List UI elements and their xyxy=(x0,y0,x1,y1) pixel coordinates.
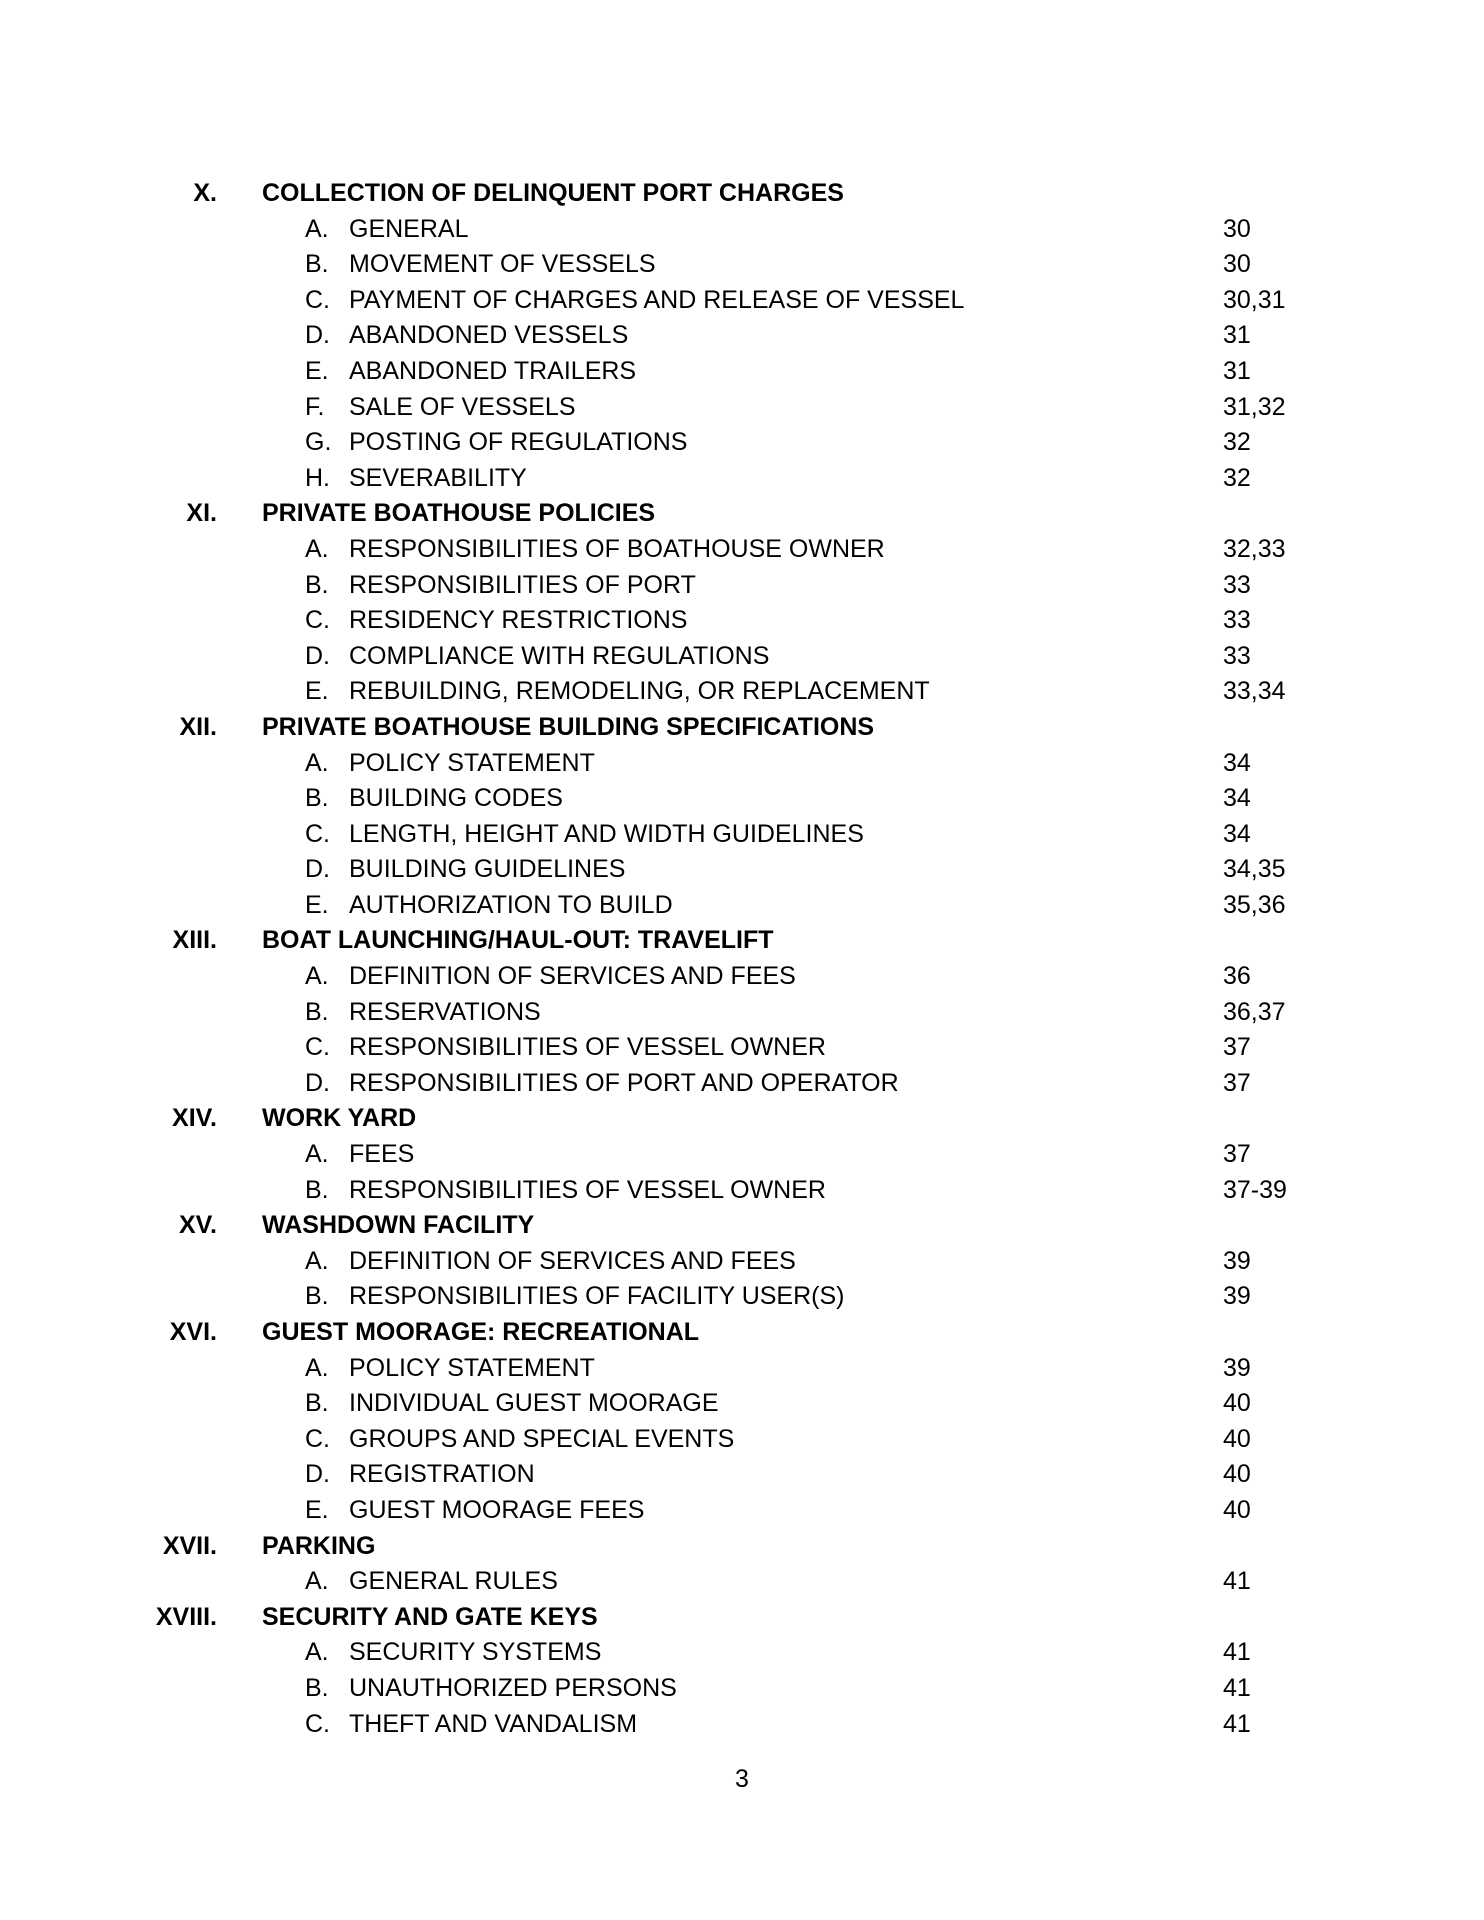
entry-page-number: 32,33 xyxy=(1223,534,1286,563)
section-title: PRIVATE BOATHOUSE BUILDING SPECIFICATIONS xyxy=(262,712,875,741)
entry-page-number: 33 xyxy=(1223,570,1251,599)
entry-letter: D. xyxy=(305,641,330,670)
entry-page-number: 37 xyxy=(1223,1068,1251,1097)
toc-entry-row xyxy=(0,817,1484,853)
entry-page-number: 33 xyxy=(1223,641,1251,670)
toc-entry-row xyxy=(0,1564,1484,1600)
section-number: X. xyxy=(193,179,217,207)
entry-letter: C. xyxy=(305,1709,330,1738)
entry-title: FEES xyxy=(349,1140,415,1169)
section-title: COLLECTION OF DELINQUENT PORT CHARGES xyxy=(262,179,844,207)
entry-letter: D. xyxy=(305,321,330,350)
entry-title: RESPONSIBILITIES OF PORT AND OPERATOR xyxy=(349,1068,899,1097)
section-heading-row xyxy=(0,176,1484,212)
entry-page-number: 35,36 xyxy=(1223,890,1286,919)
toc-entry-row xyxy=(0,746,1484,782)
entry-page-number: 41 xyxy=(1223,1638,1251,1667)
toc-entry-row xyxy=(0,995,1484,1031)
entry-title: RESIDENCY RESTRICTIONS xyxy=(349,606,688,635)
entry-title: RESPONSIBILITIES OF VESSEL OWNER xyxy=(349,1175,826,1204)
entry-letter: A. xyxy=(305,1638,329,1667)
entry-title: POSTING OF REGULATIONS xyxy=(349,428,688,457)
toc-entry-row xyxy=(0,247,1484,283)
entry-page-number: 34,35 xyxy=(1223,855,1286,884)
entry-letter: C. xyxy=(305,606,330,635)
entry-title: AUTHORIZATION TO BUILD xyxy=(349,890,673,919)
entry-page-number: 41 xyxy=(1223,1673,1251,1702)
entry-letter: C. xyxy=(305,1424,330,1453)
entry-title: SECURITY SYSTEMS xyxy=(349,1638,602,1667)
entry-page-number: 37 xyxy=(1223,1140,1251,1169)
entry-title: PAYMENT OF CHARGES AND RELEASE OF VESSEL xyxy=(349,285,965,314)
entry-letter: B. xyxy=(305,997,329,1026)
entry-title: BUILDING GUIDELINES xyxy=(349,855,626,884)
entry-letter: G. xyxy=(305,428,332,457)
toc-entry-row xyxy=(0,532,1484,568)
entry-letter: B. xyxy=(305,784,329,813)
entry-letter: D. xyxy=(305,1068,330,1097)
section-title: SECURITY AND GATE KEYS xyxy=(262,1602,598,1631)
entry-title: RESERVATIONS xyxy=(349,997,541,1026)
toc-entry-row xyxy=(0,639,1484,675)
entry-page-number: 32 xyxy=(1223,463,1251,492)
toc-entry-row xyxy=(0,1137,1484,1173)
toc-entry-row xyxy=(0,425,1484,461)
entry-title: ABANDONED VESSELS xyxy=(349,321,629,350)
entry-title: ABANDONED TRAILERS xyxy=(349,356,637,385)
entry-letter: F. xyxy=(305,392,325,421)
entry-letter: A. xyxy=(305,1140,329,1169)
entry-title: RESPONSIBILITIES OF VESSEL OWNER xyxy=(349,1033,826,1062)
toc-entry-row xyxy=(0,318,1484,354)
toc-entry-row xyxy=(0,568,1484,604)
entry-page-number: 41 xyxy=(1223,1567,1251,1596)
section-number: XIV. xyxy=(172,1104,217,1133)
entry-letter: A. xyxy=(305,1353,329,1382)
entry-page-number: 30 xyxy=(1223,250,1251,279)
section-heading-row xyxy=(0,710,1484,746)
toc-entry-row xyxy=(0,1422,1484,1458)
entry-title: COMPLIANCE WITH REGULATIONS xyxy=(349,641,770,670)
toc-entry-row xyxy=(0,1279,1484,1315)
section-number: XVIII. xyxy=(155,1602,217,1631)
section-number: XVI. xyxy=(169,1318,217,1346)
entry-page-number: 32 xyxy=(1223,428,1251,457)
entry-title: GUEST MOORAGE FEES xyxy=(349,1495,645,1524)
entry-page-number: 39 xyxy=(1223,1353,1251,1382)
entry-title: POLICY STATEMENT xyxy=(349,748,595,777)
section-heading-row xyxy=(0,1600,1484,1636)
entry-letter: A. xyxy=(305,962,329,991)
entry-title: RESPONSIBILITIES OF BOATHOUSE OWNER xyxy=(349,534,885,563)
entry-letter: D. xyxy=(305,1460,330,1489)
entry-letter: E. xyxy=(305,1495,329,1524)
section-heading-row xyxy=(0,496,1484,532)
toc-entry-row xyxy=(0,1493,1484,1529)
entry-title: THEFT AND VANDALISM xyxy=(349,1709,638,1738)
section-heading-row xyxy=(0,1529,1484,1565)
entry-title: RESPONSIBILITIES OF FACILITY USER(S) xyxy=(349,1282,845,1311)
section-heading-row xyxy=(0,923,1484,959)
toc-entry-row xyxy=(0,283,1484,319)
toc-entry-row xyxy=(0,674,1484,710)
entry-letter: D. xyxy=(305,855,330,884)
entry-letter: A. xyxy=(305,1567,329,1596)
entry-page-number: 33 xyxy=(1223,606,1251,635)
entry-letter: B. xyxy=(305,1673,329,1702)
entry-letter: A. xyxy=(305,1246,329,1275)
entry-title: SALE OF VESSELS xyxy=(349,392,576,421)
entry-title: LENGTH, HEIGHT AND WIDTH GUIDELINES xyxy=(349,819,864,848)
entry-title: GENERAL xyxy=(349,214,469,243)
entry-title: POLICY STATEMENT xyxy=(349,1353,595,1382)
toc-entry-row xyxy=(0,603,1484,639)
toc-entry-row xyxy=(0,959,1484,995)
entry-page-number: 31 xyxy=(1223,321,1251,350)
toc-entry-row xyxy=(0,354,1484,390)
section-heading-row xyxy=(0,1315,1484,1351)
toc-entry-row xyxy=(0,1030,1484,1066)
entry-page-number: 37 xyxy=(1223,1033,1251,1062)
toc-entry-row xyxy=(0,1173,1484,1209)
section-title: PRIVATE BOATHOUSE POLICIES xyxy=(262,499,656,528)
entry-page-number: 39 xyxy=(1223,1282,1251,1311)
toc-entry-row xyxy=(0,1707,1484,1743)
entry-title: DEFINITION OF SERVICES AND FEES xyxy=(349,962,796,991)
entry-page-number: 40 xyxy=(1223,1460,1251,1489)
entry-letter: H. xyxy=(305,463,330,492)
entry-page-number: 33,34 xyxy=(1223,677,1286,706)
toc-entry-row xyxy=(0,1635,1484,1671)
entry-title: RESPONSIBILITIES OF PORT xyxy=(349,570,696,599)
entry-letter: A. xyxy=(305,214,329,243)
toc-entry-row xyxy=(0,852,1484,888)
entry-letter: B. xyxy=(305,570,329,599)
entry-letter: B. xyxy=(305,1282,329,1311)
section-number: XII. xyxy=(179,712,217,741)
entry-letter: B. xyxy=(305,1175,329,1204)
section-heading-row xyxy=(0,1101,1484,1137)
section-number: XIII. xyxy=(172,926,217,955)
section-title: WORK YARD xyxy=(262,1104,417,1133)
toc-entry-row xyxy=(0,1671,1484,1707)
section-heading-row xyxy=(0,1208,1484,1244)
entry-letter: C. xyxy=(305,285,330,314)
entry-page-number: 40 xyxy=(1223,1424,1251,1453)
toc-entry-row xyxy=(0,1386,1484,1422)
entry-title: DEFINITION OF SERVICES AND FEES xyxy=(349,1246,796,1275)
entry-title: SEVERABILITY xyxy=(349,463,527,492)
entry-page-number: 40 xyxy=(1223,1495,1251,1524)
toc-entry-row xyxy=(0,1457,1484,1493)
entry-title: MOVEMENT OF VESSELS xyxy=(349,250,656,279)
entry-page-number: 36 xyxy=(1223,962,1251,991)
entry-letter: A. xyxy=(305,748,329,777)
entry-title: GENERAL RULES xyxy=(349,1567,558,1596)
toc-entry-row xyxy=(0,888,1484,924)
table-of-contents xyxy=(0,176,1484,1742)
entry-page-number: 37-39 xyxy=(1223,1175,1287,1204)
entry-page-number: 31,32 xyxy=(1223,392,1286,421)
page-number: 3 xyxy=(735,1765,749,1793)
entry-page-number: 30 xyxy=(1223,214,1251,243)
entry-title: GROUPS AND SPECIAL EVENTS xyxy=(349,1424,735,1453)
section-title: WASHDOWN FACILITY xyxy=(262,1211,535,1240)
entry-page-number: 39 xyxy=(1223,1246,1251,1275)
entry-letter: B. xyxy=(305,1389,329,1418)
entry-letter: C. xyxy=(305,1033,330,1062)
toc-entry-row xyxy=(0,1351,1484,1387)
toc-entry-row xyxy=(0,781,1484,817)
entry-letter: E. xyxy=(305,356,329,385)
entry-page-number: 34 xyxy=(1223,819,1251,848)
entry-page-number: 34 xyxy=(1223,748,1251,777)
toc-entry-row xyxy=(0,1066,1484,1102)
toc-entry-row xyxy=(0,390,1484,426)
entry-letter: B. xyxy=(305,250,329,279)
entry-page-number: 41 xyxy=(1223,1709,1251,1738)
entry-title: BUILDING CODES xyxy=(349,784,563,813)
entry-page-number: 34 xyxy=(1223,784,1251,813)
toc-entry-row xyxy=(0,1244,1484,1280)
entry-page-number: 30,31 xyxy=(1223,285,1286,314)
entry-letter: A. xyxy=(305,534,329,563)
entry-page-number: 31 xyxy=(1223,356,1251,385)
entry-page-number: 40 xyxy=(1223,1389,1251,1418)
entry-title: REBUILDING, REMODELING, OR REPLACEMENT xyxy=(349,677,930,706)
entry-letter: C. xyxy=(305,819,330,848)
section-title: BOAT LAUNCHING/HAUL-OUT: TRAVELIFT xyxy=(262,926,774,955)
section-title: GUEST MOORAGE: RECREATIONAL xyxy=(262,1318,700,1346)
entry-page-number: 36,37 xyxy=(1223,997,1286,1026)
entry-title: INDIVIDUAL GUEST MOORAGE xyxy=(349,1389,719,1418)
entry-letter: E. xyxy=(305,677,329,706)
section-number: XVII. xyxy=(162,1531,217,1560)
toc-entry-row xyxy=(0,461,1484,497)
section-number: XV. xyxy=(178,1211,217,1240)
section-title: PARKING xyxy=(262,1531,376,1560)
toc-entry-row xyxy=(0,212,1484,248)
entry-title: UNAUTHORIZED PERSONS xyxy=(349,1673,677,1702)
entry-letter: E. xyxy=(305,890,329,919)
entry-title: REGISTRATION xyxy=(349,1460,535,1489)
section-number: XI. xyxy=(186,499,217,528)
